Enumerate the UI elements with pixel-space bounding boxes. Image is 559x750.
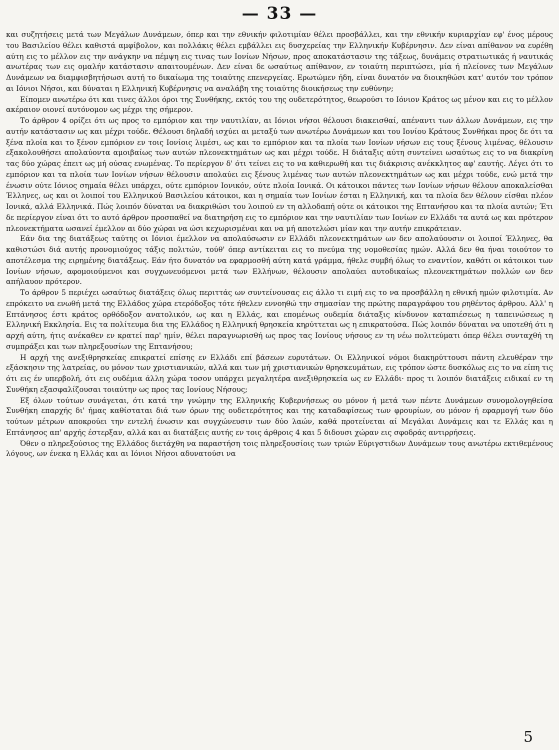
paragraph: Η αρχή της ανεξιθρησκείας επικρατεί επίσης εν Ελλάδι επί βάσεων ευρυτάτων. Οι Ελληνικοί νόμοι διακηρύττουσι πάντη ελευθέραν την εξάσκησιν της λατρείας, ου μόνον των χριστιανικών, αλλά και των μή χριστιανικών θρησκευμάτων, εις τρόπον ώστε δυσκόλως εις το να είπη τις ότι εις έν υπερβολή, ότι εις ουδέμια άλλη χώρα τοσον υπάρχει μεγαλητέρα ανεξιθρησκεία ως εν Ελλάδι· προς τι λοιπόν διατάξεις ειδικαί εν τη Συνθήκη εξασφαλίζουσαι τοιαύτην ως προς τας Ιονίους Νήσους;: [6, 352, 553, 394]
paragraph: Το άρθρον 4 ορίζει ότι ως προς το εμπόριον και την ναυτιλίαν, αι Ιόνιοι νήσοι θέλουσι διακεισθαί, απέναντι των άλλων Δυνάμεων, εις την αυτήν κατάστασιν ως και μέχρι τούδε. Θέλουσι δηλαδή ισχύει αι μεταξύ των ανωτέρω Δυνάμεων και του Ιονίου Κράτους Συνθήκαι προς δε ότι τα ξένα πλοία και το ξένον εμπόριον εν τοις Ιονίοις λιμέσι, ως και το εμπόριον και τα πλοία των Ιονίων νήσων εις τους ξένους λιμένας, θέλουσιν εξακολουθήσει απολαύοντα αμοιβαίως των αυτών πλεονεκτημάτων ως και μέχρι τούδε. Η διάταξις αύτη συντείνει ωσαύτως εις το να διακρίνη τας δύο χώρας έπειτ ως μή ούσας ενωμένας. Το περίεργον δ' ότι τείνει εις το να καθιερωθή και τις διάκρισις ανέκκλητος αφ' εαυτής. Λέγει ότι το εμπόριον και τα πλοία των Ιονίων νήσων θέλουσιν απολαύει εις ξένους λιμένας των αυτών πλεονεκτημάτων ως και μέχρι τούδε, ενώ μετά την ένωσιν ούτε Ιόνιος σημαία θέλει υπάρχει, ούτε εμπόριον Ιονικόν, ούτε πλοία Ιονικά. Οι κάτοικοι πάντες των Ιονίων νήσων θέλουν αποκαλείσθαι Έλληνες, ως και οι λοιποί του Ελληνικού Βασιλείου κάτοικοι, και η σημαία των Ιονίων έσται η Ελληνική, και τα πλοία δεν θέλουν είσθαι πλέον Ιονικά, αλλά Ελληνικά. Πώς λοιπόν δύναται να διακριθώσι του λοιπού εν τη αλλοδαπή ούτε οι κάτοικοι της Επτανήσου και τα πλοία αυτών; Έτι δε περίεργον είναι ότι το αυτό άρθρον προσπαθεί να διατηρήση εις το εμπόριον και την ναυτιλίαν των Ιονίων εν Ελλάδι τα αυτά ως και πρότερον πλεονεκτήματα ωσανεί έμελλον αι δύο χώραι να ώσι κεχωρισμέναι και να μή αποτελώσι μίαν και την αυτήν επικράτειαν.: [6, 116, 553, 233]
paragraph: Είπομεν ανωτέρω ότι και τινες άλλοι όροι της Συνθήκης, εκτός του της ουδετερότητος, θεωρούσι το Ιόνιον Κράτος ως μένον και εις το μέλλον ακέραιον οιονεί αυτόνομον ως μέχρι της σήμερον.: [6, 94, 553, 115]
body-text: [6, 30, 553, 460]
paragraph: Το άρθρον 5 περιέχει ωσαύτως διατάξεις όλως περιττάς ων συντείνουσας εις άλλο τι ειμή εις το να προσβάλλη η εθνική ημών φιλοτιμία. Αν επρόκειτο να ενωθή μετά της Ελλάδος χώρα ετερόδοξος τότε ήθελεν εννοηθώ την σημασίαν της πρώτης παραγράφου του ρηθέντος άρθρου. Αλλ' η Επτάνησος έστι κράτος ορθόδοξον ανατολικόν, ως και η Ελλάς, και επομένως ουδεμία διάταξις κίνδυνον καταπιέσεως η ταπεινώσεως η Ελληνική Εκκλησία. Εις τα πολίτευμα δια της Ελλάδος η Ελληνική θρησκεία κηρύττεται ως η επικρατούσα. Πώς λοιπόν δύναται να υποτεθή ότι η αρχή αύτη, ήτις ανέκαθεν εν κρατεί παρ' ημίν, θέλει παραγνωρισθή ως προς τας Ιονίους νήσους εν τη νέω πολιτεύματι όπερ θέλει συνταχθή τη συμπράξει και των πληρεξουσίων της Επτανήσου;: [6, 288, 553, 351]
page-footer-mark: 5: [523, 728, 533, 746]
paragraph: και συζητήσεις μετά των Μεγάλων Δυνάμεων, όπερ και την εθνικήν φιλοτιμίαν θέλει προσβάλλει, και την εθνικήν κυριαρχίαν εφ' ένος μέρους του Βασιλείου θέλει καθιστά αμφίβολον, και πολλάκις θέλει εμβάλλει εις δυσχερείας την Ελληνικήν Κυβέρνησιν. Δεν είναι απίθανον να ευρέθη αύτη εις το μέλλον εις την ανάγκην να πέμψη εις τινας των Ιονίων Νήσων, προς αποκατάστασιν της τάξεως, δυνάμεις στρατιωτικάς ή ναυτικάς ανωτέρας των εις ομαλήν κατάστασιν απαιτουμένων. Δεν είναι δε ωσαύτως απίθανον, εν τοιαύτη περιπτώσει, μία ή πλείονες των Μεγάλων Δυνάμεων να διαμφισβητήσωσι αυτή το δικαίωμα της τοιαύτης επενεργείας. Ερωτώμεν ήδη, είναι δυνατόν να διοικηθώσι κατ' αυτόν τον τρόπον αι Ιόνιοι Νήσοι, και δύναται η Ελληνική Κυβέρνησις να αναλάβη της τοιαύτης διοικήσεως την ευθύνην;: [6, 30, 553, 93]
page-number: 33: [266, 4, 293, 24]
paragraph: Εάν δια της διατάξεως ταύτης οι Ιόνιοι έμελλον να απολαύσωσιν εν Ελλάδι πλεονεκτημάτων ων δεν απολαύουσιν οι λοιποί Έλληνες, θα καθιστώσι διά αυτής προνομιούχος τάξις πολιτών, τούθ' όπερ αντίκειται εις το πνεύμα της νομοθεσίας ημών. Αλλά δεν θα ήναι τοιούτον το αποτέλεσμα της ειρημένης διατάξεως. Εάν ήτο δυνατόν να εφαρμοσθή αύτη κατά γράμμα, ήθελε συμβή όλως το εναντίον, καθότι οι κάτοικοι των Ιονίων νήσων, αφομοιούμενοι και συγχωνευόμενοι μετά των Ελλήνων, θέλουσιν απολαύει αυτοδικαίως πλεονεκτημάτων πολλών ων δεν απήλαυον πρότερον.: [6, 234, 553, 287]
page-header-dash-right: —: [292, 4, 318, 24]
paragraph: Εξ όλων τούτων συνάγεται, ότι κατά την γνώμην της Ελληνικής Κυβερνήσεως ου μόνον ή μετά των πέντε Δυνάμεων συνομολογηθείσα Συνθήκη επαρχής δι' ήμας καθίσταται διά των όρων της ουδετερότητος και της καταδαφίσεως των φρουρίων, ου μόνον ή εφαρμογή των δύο τούτων μέτρων αποκρούει την εντελή ένωσιν και συγχώνευσιν των δύο λαών, καθά προτείνεται αί Μεγάλαι Δυνάμεις και τε Ελλάς και η Επτάνησος απ' αρχής έστερξαν, αλλά και αι διατάξεις αυτής εν τοις άρθροις 4 και 5 διδουσι χώραν εις σφοδράς αντιρρήσεις.: [6, 395, 553, 437]
paragraph: Όθεν ο πληρεξούσιος της Ελλάδος διετάχθη να παραστήση τοις πληρεξουσίοις των τριών Εύριγστιδων Δυνάμεων τους ανωτέρω εκτιθεμένους λόγους, ων ένεκα η Ελλάς και αι Ιόνιοι Νήσοι αδυνατούσι να: [6, 438, 553, 459]
page-header: [0, 4, 559, 24]
page-header-dash-left: —: [241, 4, 267, 24]
